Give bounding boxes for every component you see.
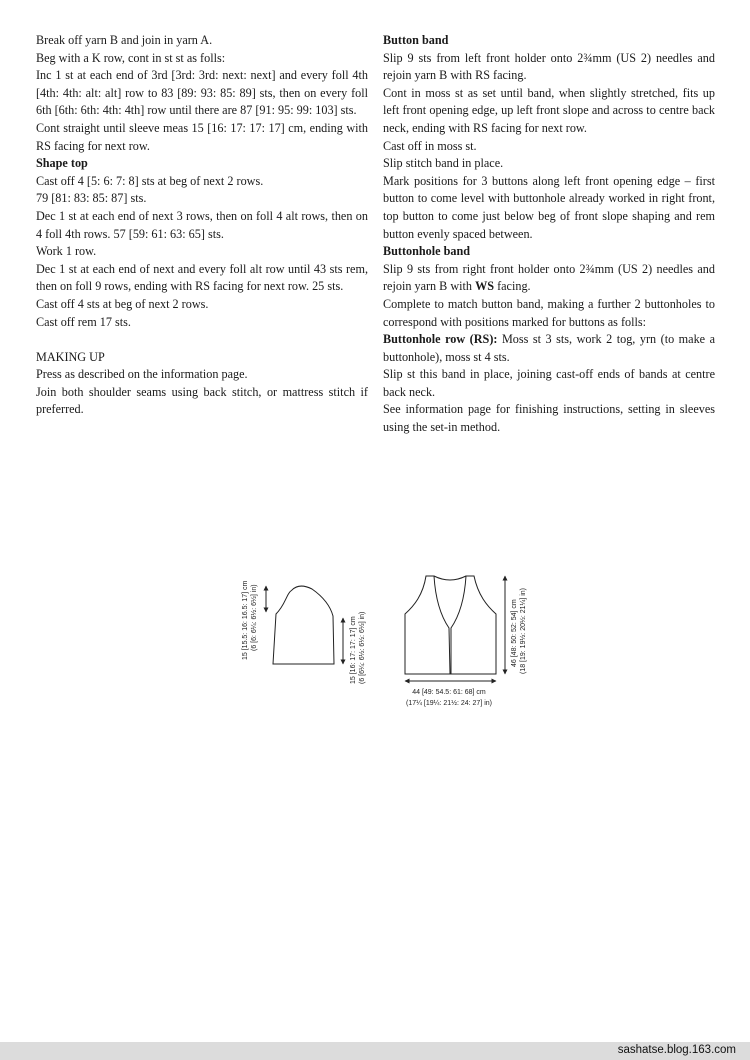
buttonhole-band-heading: Buttonhole band <box>383 244 471 259</box>
sleeve-length-in: (6 [6¼: 6½: 6½: 6½] in) <box>359 611 366 684</box>
paragraph: Cont in moss st as set until band, when slightly stretched, fits up left front opening edge, up left front slope and across to centre back neck, ending with RS facing for next row. <box>383 85 715 135</box>
text: Moss st 3 sts, work 2 tog, yrn (to make a buttonhole), moss st 4 sts. <box>383 332 716 364</box>
paragraph: Cast off 4 sts at beg of next 2 rows. <box>36 296 209 311</box>
paragraph: 79 [81: 83: 85: 87] sts. <box>36 191 147 206</box>
paragraph: Press as described on the information page. <box>36 367 248 382</box>
sleeve-length-cm: 15 [16: 17: 17: 17] cm <box>350 616 357 684</box>
body-length-cm: 46 [48: 50: 52: 54] cm <box>511 599 518 667</box>
body-width-in: (17¼ [19¼: 21½: 24: 27] in) <box>405 700 493 707</box>
text: Slip 9 sts from right front holder onto 2¾mm (US 2) needles and rejoin yarn B with <box>383 261 715 294</box>
watermark: sashatse.blog.163.com <box>617 1044 736 1056</box>
paragraph: Break off yarn B and join in yarn A. <box>36 33 213 47</box>
buttonhole-row-label: Buttonhole row (RS): <box>383 332 498 347</box>
paragraph: Beg with a K row, cont in st st as folls: <box>36 50 226 65</box>
paragraph: Complete to match button band, making a further 2 buttonholes to correspond with positions marked for buttons as folls: <box>383 296 715 329</box>
body-length-in: (18 [19: 19½: 20½: 21¼] in) <box>520 587 527 674</box>
paragraph: Join both shoulder seams using back stitch, or mattress stitch if preferred. <box>36 384 368 417</box>
sleeve-outline <box>273 586 334 664</box>
body-width-cm: 44 [49: 54.5: 61: 68] cm <box>412 689 486 696</box>
paragraph: Cast off in moss st. <box>383 138 477 153</box>
paragraph: Slip stitch band in place. <box>383 156 504 171</box>
making-up-heading: MAKING UP <box>36 349 105 364</box>
text: facing. <box>494 279 531 294</box>
vest-left-front <box>405 576 450 674</box>
paragraph: Slip st this band in place, joining cast-off ends of bands at centre back neck. <box>383 367 715 399</box>
button-band-heading: Button band <box>383 33 449 47</box>
paragraph: Cast off 4 [5: 6: 7: 8] sts at beg of next 2 rows. <box>36 173 264 188</box>
sleeve-cap-cm: 15 [15.5: 16: 16.5: 17] cm <box>242 580 249 660</box>
ws-label: WS <box>475 279 495 294</box>
paragraph: See information page for finishing instructions, setting in sleeves using the set-in method. <box>383 402 715 435</box>
paragraph: Dec 1 st at each end of next 3 rows, then on foll 4 alt rows, then on 4 foll 4th rows. 57 [59: 61: 63: 65] sts. <box>36 208 368 241</box>
vest-right-front <box>451 576 496 674</box>
paragraph: Work 1 row. <box>36 244 97 259</box>
paragraph: Cast off rem 17 sts. <box>36 314 131 329</box>
vest-back-neck <box>434 576 466 580</box>
paragraph: Inc 1 st at each end of 3rd [3rd: 3rd: next: next] and every foll 4th [4th: 4th: alt: alt] row to 83 [89: 93: 85: 89] sts, then on every foll 6th [6th: 6th: 4th: 4th] row until there are 87 [91: 95: 99: 103] sts. <box>36 68 368 118</box>
paragraph: Cont straight until sleeve meas 15 [16: 17: 17: 17] cm, ending with RS facing for next row. <box>36 120 368 153</box>
paragraph: Mark positions for 3 buttons along left front opening edge – first button to come level with buttonhole already worked in right front, top button to come just below beg of front slope shaping and rem button evenly spaced between. <box>383 173 715 241</box>
paragraph: Slip 9 sts from left front holder onto 2¾mm (US 2) needles and rejoin yarn B with RS facing. <box>383 50 715 83</box>
shape-top-heading: Shape top <box>36 156 88 171</box>
footer-bar <box>0 1042 750 1060</box>
paragraph: Dec 1 st at each end of next and every foll alt row until 43 sts rem, then on foll 9 rows, ending with RS facing for next row. 25 sts. <box>36 261 368 294</box>
sleeve-cap-in: (6 [6: 6¼: 6½: 6½] in) <box>251 584 258 651</box>
